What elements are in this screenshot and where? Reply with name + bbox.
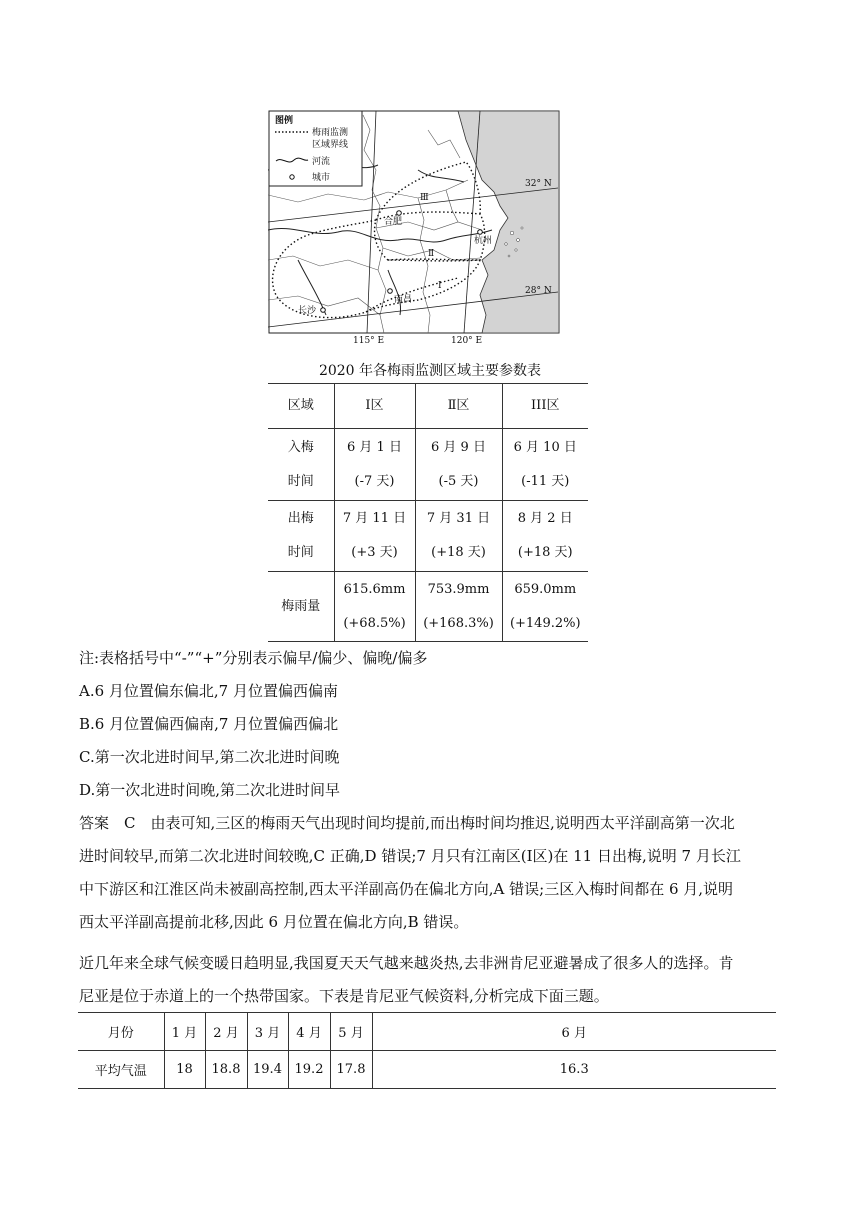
table-cell: 18 <box>164 1051 205 1089</box>
table-note: 注:表格括号中“-”“+”分别表示偏早/偏少、偏晚/偏多 <box>79 649 428 667</box>
header-cell: 5 月 <box>330 1013 372 1051</box>
header-cell: 区域 <box>287 398 314 413</box>
table-cell: 17.8 <box>330 1051 372 1089</box>
intro-line: 尼亚是位于赤道上的一个热带国家。下表是肯尼亚气候资料,分析完成下面三题。 <box>79 987 609 1005</box>
table-cell: 659.0mm (+149.2%) <box>502 572 588 642</box>
header-cell: Ⅱ区 <box>415 384 502 429</box>
hangzhou-marker <box>478 230 483 235</box>
kenya-climate-table <box>78 1012 776 1089</box>
legend-river-label: 河流 <box>312 157 331 167</box>
table-cell: 615.6mm (+68.5%) <box>334 572 415 642</box>
answer-line: 进时间较早,而第二次北进时间较晚,C 正确,D 错误;7 月只有江南区(Ⅰ区)在 11 日出梅,说明 7 月长江 <box>79 847 741 865</box>
header-cell: 3 月 <box>247 1013 288 1051</box>
city-label-hefei: 合肥 <box>384 217 403 227</box>
city-label-nanchang: 南昌 <box>394 295 413 305</box>
table-header-row <box>78 1013 776 1051</box>
option-b: B.6 月位置偏西偏南,7 月位置偏西偏北 <box>79 715 339 733</box>
answer-line: 答案 C 由表可知,三区的梅雨天气出现时间均提前,而出梅时间均推迟,说明西太平洋副高第一次北 <box>79 814 735 832</box>
region-label-ii: Ⅱ <box>428 249 435 259</box>
header-cell: Ⅰ区 <box>334 384 415 429</box>
header-cell: 4 月 <box>288 1013 330 1051</box>
legend-city-label: 城市 <box>312 173 331 183</box>
answer-line: 中下游区和江淮区尚未被副高控制,西太平洋副高仍在偏北方向,A 错误;三区入梅时间都在 6 月,说明 <box>79 880 734 898</box>
option-a: A.6 月位置偏东偏北,7 月位置偏西偏南 <box>79 682 338 700</box>
table-cell: 16.3 <box>372 1051 776 1089</box>
table-cell: 6 月 10 日 (-11 天) <box>502 429 588 501</box>
legend-title: 图例 <box>275 116 294 126</box>
table-cell: 7 月 11 日 (+3 天) <box>334 501 415 572</box>
table-row <box>268 501 588 572</box>
row-label: 入梅 时间 <box>287 439 314 489</box>
hefei-marker <box>397 211 402 216</box>
legend-boundary-label-1: 梅雨监测 <box>312 128 349 138</box>
row-label: 平均气温 <box>94 1064 147 1079</box>
table-caption: 2020 年各梅雨监测区域主要参数表 <box>318 363 542 379</box>
table-cell: 6 月 1 日 (-7 天) <box>334 429 415 501</box>
header-cell: 2 月 <box>205 1013 247 1051</box>
city-label-hangzhou: 杭州 <box>474 236 493 246</box>
row-label: 梅雨量 <box>281 598 321 614</box>
table-cell: 753.9mm (+168.3%) <box>415 572 502 642</box>
table-row <box>268 572 588 642</box>
table-row <box>268 429 588 501</box>
region-label-i: Ⅰ <box>438 281 442 291</box>
table-cell: 18.8 <box>205 1051 247 1089</box>
table-header-row <box>268 384 588 429</box>
lon-label-115e: 115° E <box>353 336 385 345</box>
answer-line: 西太平洋副高提前北移,因此 6 月位置在偏北方向,B 错误。 <box>79 913 469 931</box>
header-cell: 6 月 <box>372 1013 776 1051</box>
intro-line: 近几年来全球气候变暖日趋明显,我国夏天天气越来越炎热,去非洲肯尼亚避暑成了很多人的选择。肯 <box>79 954 734 972</box>
row-label: 出梅 时间 <box>287 511 314 560</box>
table-cell: 8 月 2 日 (+18 天) <box>502 501 588 572</box>
legend-boundary-label-2: 区域界线 <box>312 140 349 150</box>
city-label-changsha: 长沙 <box>298 306 317 316</box>
table-cell: 19.2 <box>288 1051 330 1089</box>
option-d: D.第一次北进时间晚,第二次北进时间早 <box>79 781 341 799</box>
header-cell: 月份 <box>107 1026 134 1041</box>
table-row <box>78 1051 776 1089</box>
lat-label-28n: 28° N <box>525 286 552 296</box>
lon-label-120e: 120° E <box>451 336 483 345</box>
nanchang-marker <box>388 289 393 294</box>
region-label-iii: Ⅲ <box>420 193 429 203</box>
meiyu-region-map <box>268 110 566 345</box>
map-legend <box>269 111 362 186</box>
lat-label-32n: 32° N <box>525 179 552 189</box>
meiyu-parameters-table <box>268 383 588 642</box>
table-cell: 19.4 <box>247 1051 288 1089</box>
changsha-marker <box>321 308 326 313</box>
header-cell: 1 月 <box>164 1013 205 1051</box>
option-c: C.第一次北进时间早,第二次北进时间晚 <box>79 748 340 766</box>
table-cell: 7 月 31 日 (+18 天) <box>415 501 502 572</box>
table-cell: 6 月 9 日 (-5 天) <box>415 429 502 501</box>
header-cell: III区 <box>502 384 588 429</box>
